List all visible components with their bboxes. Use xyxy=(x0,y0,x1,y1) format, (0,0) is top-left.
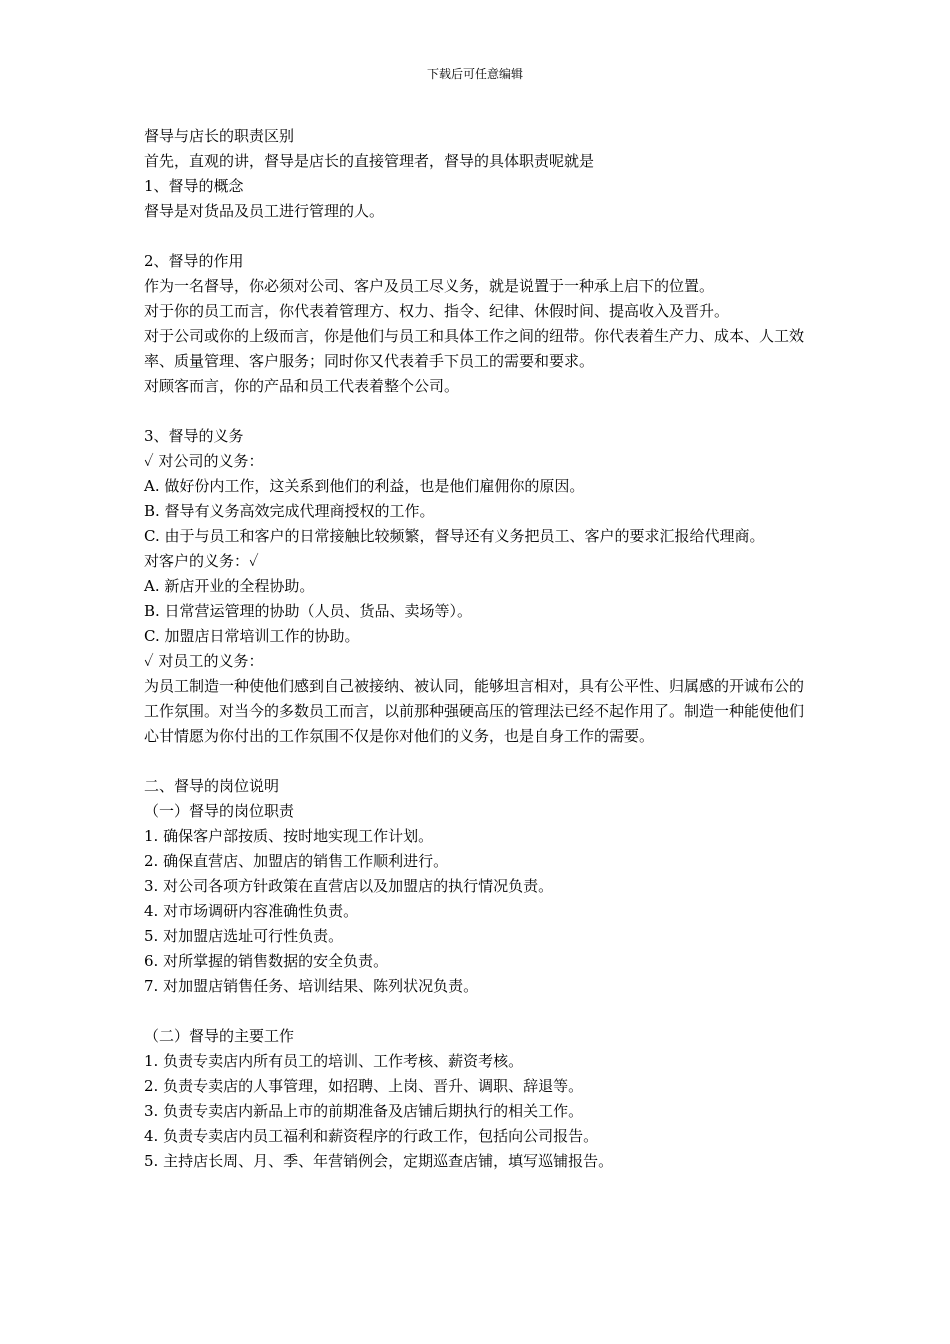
check-item: ✓ 对公司的义务： xyxy=(144,452,264,470)
subsection-heading: （二）督导的主要工作 xyxy=(144,1027,295,1045)
list-item: 1. 确保客户部按质、按时地实现工作计划。 xyxy=(144,827,434,845)
blank-line xyxy=(144,999,810,1024)
paragraph: 对于公司或你的上级而言，你是他们与员工和具体工作之间的纽带。你代表着生产力、成本、人工效率、质量管理、客户服务；同时你又代表着手下员工的需要和要求。 xyxy=(144,327,805,370)
list-item: A. 做好份内工作，这关系到他们的利益，也是他们雇佣你的原因。 xyxy=(144,477,585,495)
list-item: C. 加盟店日常培训工作的协助。 xyxy=(144,627,360,645)
section-heading: 二、督导的岗位说明 xyxy=(144,777,280,795)
list-item: 5. 对加盟店选址可行性负责。 xyxy=(144,927,344,945)
subsection-heading: （一）督导的岗位职责 xyxy=(144,802,295,820)
list-item: 2. 负责专卖店的人事管理，如招聘、上岗、晋升、调职、辞退等。 xyxy=(144,1077,584,1095)
section-heading: 3、督导的义务 xyxy=(144,427,244,445)
list-item: 3. 负责专卖店内新品上市的前期准备及店铺后期执行的相关工作。 xyxy=(144,1102,584,1120)
list-item: 2. 确保直营店、加盟店的销售工作顺利进行。 xyxy=(144,852,449,870)
check-item: 对客户的义务：✓ xyxy=(144,552,259,570)
section-heading: 2、督导的作用 xyxy=(144,252,244,270)
blank-line xyxy=(144,224,810,249)
title-line: 督导与店长的职责区别 xyxy=(144,127,295,145)
list-item: C. 由于与员工和客户的日常接触比较频繁，督导还有义务把员工、客户的要求汇报给代理商。 xyxy=(144,527,765,545)
paragraph: 对顾客而言，你的产品和员工代表着整个公司。 xyxy=(144,377,460,395)
list-item: B. 督导有义务高效完成代理商授权的工作。 xyxy=(144,502,435,520)
paragraph: 督导是对货品及员工进行管理的人。 xyxy=(144,202,385,220)
list-item: 4. 对市场调研内容准确性负责。 xyxy=(144,902,359,920)
check-item: ✓ 对员工的义务： xyxy=(144,652,264,670)
list-item: B. 日常营运管理的协助（人员、货品、卖场等）。 xyxy=(144,602,473,620)
list-item: 3. 对公司各项方针政策在直营店以及加盟店的执行情况负责。 xyxy=(144,877,554,895)
paragraph: 首先，直观的讲，督导是店长的直接管理者，督导的具体职责呢就是 xyxy=(144,152,595,170)
list-item: 5. 主持店长周、月、季、年营销例会，定期巡查店铺，填写巡铺报告。 xyxy=(144,1152,614,1170)
paragraph: 为员工制造一种使他们感到自己被接纳、被认同，能够坦言相对，具有公平性、归属感的开诚布公的工作氛围。对当今的多数员工而言，以前那种强硬高压的管理法已经不起作用了。制造一种能使他们心甘情愿为你付出的工作氛围不仅是你对他们的义务，也是自身工作的需要。 xyxy=(144,677,805,745)
list-item: 1. 负责专卖店内所有员工的培训、工作考核、薪资考核。 xyxy=(144,1052,524,1070)
blank-line xyxy=(144,749,810,774)
list-item: 6. 对所掌握的销售数据的安全负责。 xyxy=(144,952,389,970)
page-header: 下载后可任意编辑 xyxy=(426,67,523,81)
paragraph: 对于你的员工而言，你代表着管理方、权力、指令、纪律、休假时间、提高收入及晋升。 xyxy=(144,302,730,320)
list-item: A. 新店开业的全程协助。 xyxy=(144,577,315,595)
blank-line xyxy=(144,399,810,424)
document-body xyxy=(144,124,810,1174)
list-item: 4. 负责专卖店内员工福利和薪资程序的行政工作，包括向公司报告。 xyxy=(144,1127,599,1145)
paragraph: 作为一名督导，你必须对公司、客户及员工尽义务，就是说置于一种承上启下的位置。 xyxy=(144,277,715,295)
list-item: 7. 对加盟店销售任务、培训结果、陈列状况负责。 xyxy=(144,977,479,995)
section-heading: 1、督导的概念 xyxy=(144,177,244,195)
